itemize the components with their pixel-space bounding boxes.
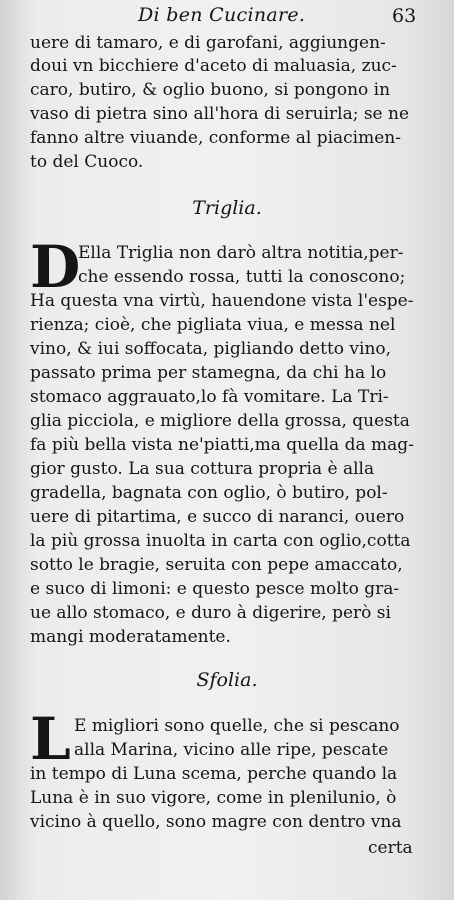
- text-line: fa più bella vista ne'piatti,ma quella da mag-: [30, 435, 414, 455]
- text-line: gradella, bagnata con oglio, ò butiro, pol-: [30, 483, 388, 503]
- text-line: glia picciola, e migliore della grossa, questa: [30, 411, 410, 431]
- text-line: caro, butiro, & oglio buono, si pongono in: [30, 80, 391, 100]
- text-line: rienza; cioè, che pigliata viua, e messa nel: [30, 315, 396, 335]
- section-heading-triglia: Triglia.: [192, 197, 262, 219]
- text-line: passato prima per stamegna, da chi ha lo: [30, 363, 387, 383]
- page-header: [0, 2, 454, 30]
- text-line: uere di pitartima, e succo di naranci, ouero: [30, 507, 405, 527]
- text-line: sotto le bragie, seruita con pepe amaccato,: [30, 555, 403, 575]
- section-heading-sfolia: Sfolia.: [196, 669, 258, 691]
- text-line: e suco di limoni: e questo pesce molto gra-: [30, 579, 400, 599]
- text-line: in tempo di Luna scema, perche quando la: [30, 764, 398, 784]
- text-line: alla Marina, vicino alle ripe, pescate: [74, 740, 389, 760]
- text-line: vino, & iui soffocata, pigliando detto vino,: [30, 339, 392, 359]
- running-head: Di ben Cucinare.: [138, 4, 306, 26]
- text-line: stomaco aggrauato,lo fà vomitare. La Tri-: [30, 387, 389, 407]
- drop-cap-initial: D: [30, 233, 81, 301]
- text-line: Ha questa vna virtù, hauendone vista l'espe-: [30, 291, 414, 311]
- page-number: 63: [392, 5, 417, 27]
- drop-cap-initial: L: [30, 705, 71, 773]
- text-line: Ella Triglia non darò altra notitia,per-: [78, 243, 404, 263]
- text-line: mangi moderatamente.: [30, 627, 231, 647]
- catchword: certa: [368, 838, 413, 858]
- text-line: che essendo rossa, tutti la conoscono;: [78, 267, 406, 287]
- text-line: uere di tamaro, e di garofani, aggiungen-: [30, 33, 386, 53]
- text-line: vicino à quello, sono magre con dentro vna: [30, 812, 402, 832]
- show-through-text: [250, 148, 255, 166]
- text-line: to del Cuoco.: [30, 152, 144, 172]
- text-line: ue allo stomaco, e duro à digerire, però si: [30, 603, 391, 623]
- text-line: vaso di pietra sino all'hora di seruirla; se ne: [30, 104, 410, 124]
- text-line: doui vn bicchiere d'aceto di maluasia, zuc-: [30, 56, 397, 76]
- text-line: Luna è in suo vigore, come in plenilunio, ò: [30, 788, 397, 808]
- text-line: la più grossa inuolta in carta con oglio,cotta: [30, 531, 411, 551]
- text-line: gior gusto. La sua cottura propria è alla: [30, 459, 375, 479]
- text-line: E migliori sono quelle, che si pescano: [74, 716, 400, 736]
- text-line: fanno altre viuande, conforme al piacimen-: [30, 128, 401, 148]
